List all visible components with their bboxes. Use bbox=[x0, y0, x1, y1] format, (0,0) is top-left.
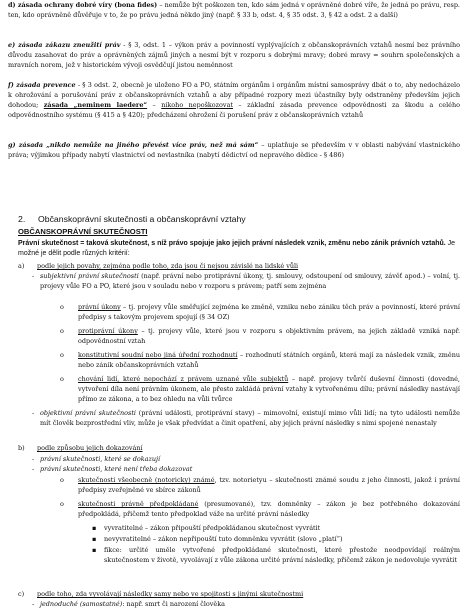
label: právní úkony bbox=[78, 303, 121, 311]
principle-prevention bbox=[8, 81, 460, 121]
nikoho-neposkozovat: nikoho nepoškozovat bbox=[161, 100, 233, 109]
text: – uplatňuje se především v v oblasti nabývání vlastnického práva; výjimkou případy nabytí vlastnictví od nevlastníka (nabytí dědictví od nepravého dědice - § 486) bbox=[8, 141, 460, 159]
square-bullet: ▪ bbox=[92, 535, 97, 543]
square-bullet: ▪ bbox=[92, 524, 97, 532]
label: skutečnosti právně předpokládané bbox=[78, 500, 199, 508]
text: (presumované), tzv. domněnky – zákon je bez potřebného dokazování předpokládá, přičemž tento předpoklad váže na určité právní následky bbox=[78, 500, 460, 518]
list-item-rebuttable bbox=[104, 524, 460, 534]
label: protiprávní úkony bbox=[78, 327, 138, 335]
circle-bullet: o bbox=[60, 476, 64, 484]
list-marker-b: b) bbox=[18, 444, 25, 452]
text: - § 3, odst. 1 – výkon práv a povinností vyplývajících z občanskoprávních vztahů nesmí bez právního důvodu zasahovat do práv a oprávněných zájmů jiných a nesmí být v rozporu s dobrými mravy; dobré mravy = souhrn společenských a mravních norem, jež v historickém vývoji osvědčují jistou neměnnost bbox=[8, 41, 461, 69]
text: – např. projevy tvůrčí duševní činnosti (dovedné, vytvoření díla není právním úkonem, ale přesto zakládá právní vztahy k vytvořenému dílu; právní následky nastávají přímo ze zákona, a to bez ohledu na vůli tvůrce bbox=[78, 375, 460, 403]
text: – tj. projevy vůle, které jsou v rozporu s objektivním právem, na jejich základě vzniká např. odpovědnostní vztah bbox=[78, 327, 460, 345]
principle-abuse-of-rights bbox=[8, 41, 460, 71]
section-heading bbox=[18, 214, 246, 224]
principle-good-faith bbox=[8, 1, 460, 21]
label: skutečnosti všeobecně (notoricky) známé bbox=[78, 476, 215, 484]
dash-bullet: - bbox=[32, 409, 35, 417]
principle-nemo-plus-iuris bbox=[8, 141, 460, 161]
list-item-presumed bbox=[78, 500, 460, 520]
label: chování lidí, které nepochází z právem uznané vůle subjektů bbox=[78, 375, 289, 383]
text: – zákon nepřipouští tuto domněnku vyvrátit (slovo „platí“) bbox=[150, 535, 343, 543]
label: vyvratitelné bbox=[104, 524, 143, 532]
text: : určité uměle vytvořené předpokládané skutečnosti, které přestože neodpovídají reálným skutečnostem v životě, vyvolávají z vůle zákona určité právní následky, přičemž zákon je nedovoluje vyvrátit bbox=[104, 546, 460, 564]
list-marker-c: c) bbox=[18, 590, 25, 598]
dash-bullet: - bbox=[32, 600, 35, 608]
text: (právní události, protiprávní stavy) – mimovolní, existují mimo vůli lidí; na tyto události nemůže mít člověk bezprostřední vliv, může je však předvídat a činit opatření, aby jejich právní následky s nimi spojené nenastaly bbox=[40, 409, 460, 427]
label: g) zásada „nikdo nemůže na jiného převést více práv, než má sám“ bbox=[8, 141, 259, 149]
list-item-simple bbox=[40, 600, 460, 610]
square-bullet: ▪ bbox=[92, 546, 97, 554]
section-title: Občanskoprávní skutečnosti a občanskoprávní vztahy bbox=[38, 214, 246, 224]
list-item-unlawful-acts bbox=[78, 327, 460, 347]
circle-bullet: o bbox=[60, 351, 64, 359]
neminem-laedere: zásada „neminem laedere“ bbox=[43, 100, 148, 109]
list-item-human-behavior bbox=[78, 375, 460, 405]
list-item-proven: právní skutečnosti, které se dokazují bbox=[40, 455, 161, 463]
circle-bullet: o bbox=[60, 375, 64, 383]
list-item-legal-acts bbox=[78, 303, 460, 323]
list-item-fiction bbox=[104, 546, 460, 566]
definition bbox=[18, 239, 460, 259]
text: : např. smrt či narození člověka bbox=[122, 600, 225, 608]
label: e) zásada zákazu zneužití práv bbox=[8, 41, 121, 49]
label: fikce bbox=[104, 546, 120, 554]
section-subtitle: OBČANSKOPRÁVNÍ SKUTEČNOSTI bbox=[18, 227, 148, 236]
list-marker-a: a) bbox=[18, 262, 25, 270]
list-item-subjective bbox=[40, 272, 460, 292]
list-item-objective bbox=[40, 409, 460, 429]
text: - § 3 odst. 2, obecně je uloženo FO a PO, státním orgánům i orgánům místní samosprávy dbát o to, aby nedocházelo k ohrožování a porušování práv z občanskoprávních vztahů a aby případné rozpory mezi účastníky byly odstraněny především jejich dohodou; bbox=[8, 81, 460, 109]
circle-bullet: o bbox=[60, 500, 64, 508]
label: f) zásada prevence bbox=[8, 81, 76, 89]
dash-bullet: - bbox=[32, 272, 35, 280]
text: – základní zásada prevence odpovědnosti za škodu a celého odpovědnostního systému (§ 415 a § 420); předcházení ohrožení či porušení práv z občanskoprávních vztahů bbox=[8, 100, 460, 119]
label: objektivní právní skutečnosti bbox=[40, 409, 136, 417]
definition-bold: Právní skutečnost = taková skutečnost, s níž právo spojuje jako jejich právní následek vznik, změnu nebo zánik právních vztahů. bbox=[18, 240, 446, 247]
list-item-not-proven: právní skutečnosti, které není třeba dokazovat bbox=[40, 465, 193, 473]
dash-bullet: - bbox=[32, 465, 35, 473]
dash-bullet: - bbox=[32, 455, 35, 463]
list-item-irrebuttable bbox=[104, 535, 460, 545]
text: – bbox=[147, 100, 162, 109]
label: d) zásada ochrany dobré víry (bona fides) bbox=[8, 1, 158, 9]
section-number: 2. bbox=[18, 214, 26, 224]
label: jednoduché (samostatné) bbox=[40, 600, 123, 608]
text: , tzv. notorietyu – skutečnosti známé soudu z jeho činnosti, jakož i právní předpisy zveřejněné ve sbírce zákonů bbox=[78, 476, 460, 494]
text: (např. právní nebo protiprávní úkony, tj. smlouvy, odstoupení od smlouvy, závěť apod.) – volní, tj. projevy vůle FO a PO, které jsou v souladu nebo v rozporu s právem; patří sem zejména bbox=[40, 272, 460, 290]
text: – tj. projevy vůle směřující zejména ke změně, vzniku nebo zániku těch práv a povinností, které právní předpisy s takovým projevem spojují (§ 34 OZ) bbox=[78, 303, 460, 321]
circle-bullet: o bbox=[60, 327, 64, 335]
list-item-a: podle jejich povahy, zejména podle toho, zda jsou či nejsou závislé na lidské vůli bbox=[37, 262, 299, 270]
list-item-court-decisions bbox=[78, 351, 460, 371]
list-item-c: podle toho, zda vyvolávají následky samy nebo ve spojitosti s jinými skutečnostmi bbox=[37, 590, 304, 598]
text: – zákon připouští předpokládanou skutečnost vyvrátit bbox=[142, 524, 321, 532]
list-item-notorious bbox=[78, 476, 460, 496]
text: – nemůže být poškozen ten, kdo sám jedná v oprávněné dobré víře, že jedná po právu, resp. ten, kdo oprávněně důvěřuje v to, že po právu jedná někdo jiný (např. § 33 b, odst. 4, § 35 odst. 3, § 42 a odst. 2 a další) bbox=[8, 1, 460, 19]
circle-bullet: o bbox=[60, 303, 64, 311]
text: – rozhodnutí státních orgánů, která mají za následek vznik, změnu nebo zánik občanskoprávních vztahů bbox=[78, 351, 460, 369]
label: konstitutivní soudní nebo jiná úřední rozhodnutí bbox=[78, 351, 238, 359]
label: subjektivní právní skutečnosti bbox=[40, 272, 139, 280]
definition-normal: Je možné je dělit podle různých kritérií: bbox=[18, 240, 456, 258]
list-item-b: podle způsobu jejich dokazování bbox=[37, 444, 143, 452]
label: nevyvratitelné bbox=[104, 535, 151, 543]
